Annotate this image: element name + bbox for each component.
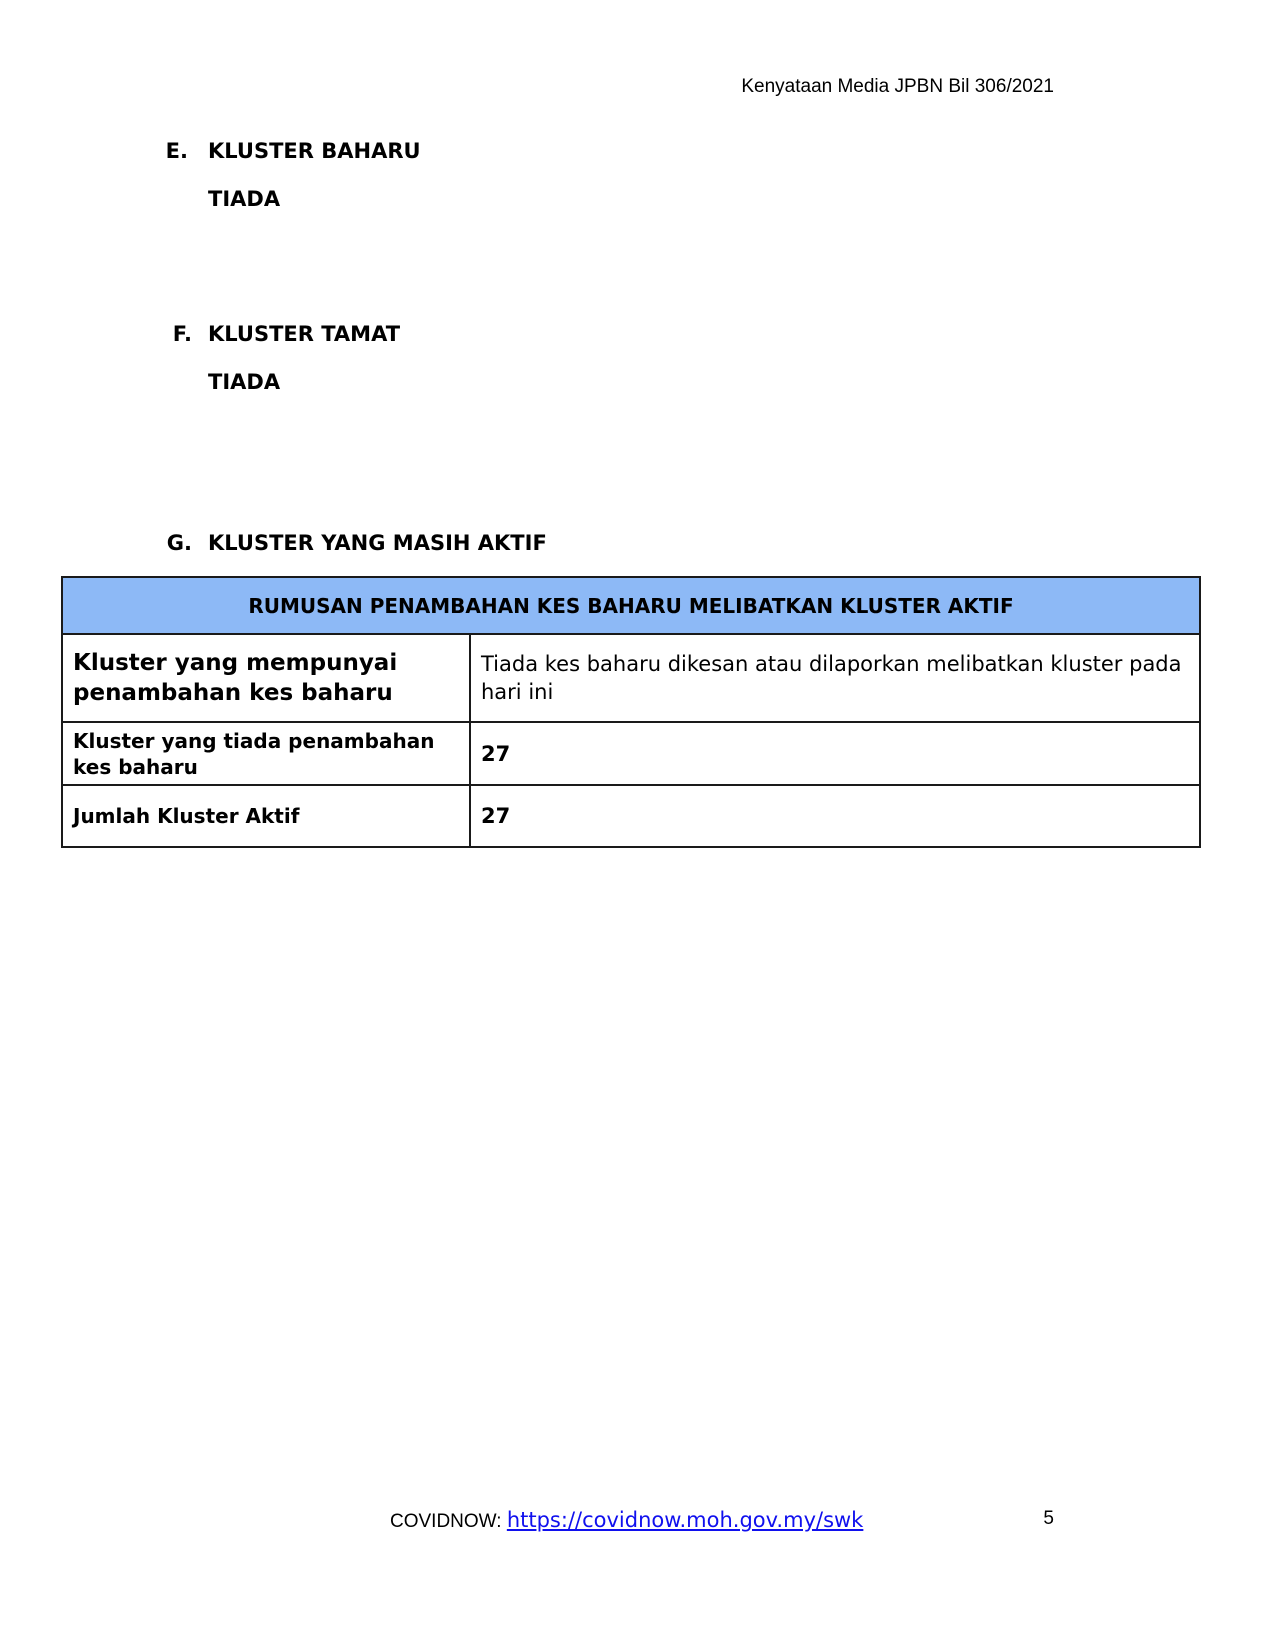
row-label: Jumlah Kluster Aktif bbox=[62, 785, 470, 847]
row-label: Kluster yang tiada penambahan kes baharu bbox=[62, 722, 470, 785]
active-cluster-summary-table bbox=[61, 576, 1201, 848]
footer bbox=[390, 1508, 863, 1533]
section-title: KLUSTER BAHARU bbox=[208, 139, 421, 163]
section-letter: G. bbox=[166, 531, 192, 555]
page-number: 5 bbox=[1043, 1508, 1054, 1529]
section-letter: F. bbox=[172, 322, 192, 346]
row-value: 27 bbox=[470, 785, 1200, 847]
section-body: TIADA bbox=[208, 187, 281, 211]
section-title: KLUSTER TAMAT bbox=[208, 322, 401, 346]
table-row bbox=[62, 785, 1200, 847]
footer-prefix: COVIDNOW: bbox=[390, 1511, 507, 1532]
covidnow-link[interactable]: https://covidnow.moh.gov.my/swk bbox=[506, 1508, 864, 1532]
row-value: Tiada kes baharu dikesan atau dilaporkan melibatkan kluster pada hari ini bbox=[470, 634, 1200, 722]
table-header: RUMUSAN PENAMBAHAN KES BAHARU MELIBATKAN KLUSTER AKTIF bbox=[62, 577, 1200, 634]
section-letter: E. bbox=[165, 139, 188, 163]
table-row bbox=[62, 722, 1200, 785]
table-row bbox=[62, 634, 1200, 722]
row-label: Kluster yang mempunyai penambahan kes baharu bbox=[62, 634, 470, 722]
section-title: KLUSTER YANG MASIH AKTIF bbox=[208, 531, 547, 555]
section-body: TIADA bbox=[208, 370, 281, 394]
row-value: 27 bbox=[470, 722, 1200, 785]
media-statement-reference: Kenyataan Media JPBN Bil 306/2021 bbox=[741, 76, 1054, 97]
